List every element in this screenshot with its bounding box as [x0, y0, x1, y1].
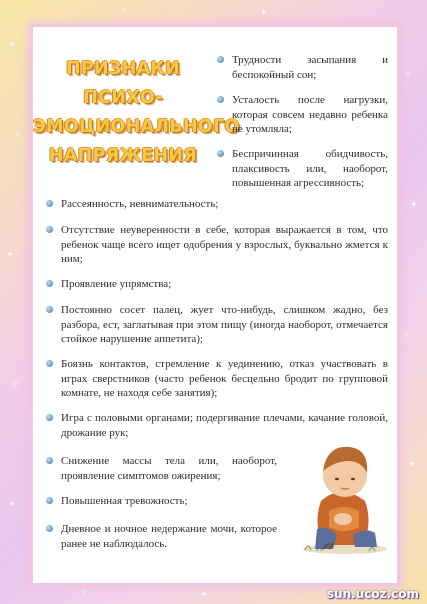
- bullet-dot-icon: [217, 150, 224, 157]
- title-line: ПСИХО-: [83, 88, 163, 108]
- bullet-dot-icon: [46, 414, 53, 421]
- list-item: Постоянно сосет палец, жует что-нибудь, слишком жадно, без разбора, ест, заглатывая при этом пищу (иногда наоборот, отмечается стойкое нарушение аппетита);: [61, 303, 388, 347]
- bullet-dot-icon: [217, 56, 224, 63]
- list-item: Дневное и ночное недержание мочи, которое ранее не наблюдалось.: [61, 522, 277, 551]
- watermark: sun.ucoz.com: [326, 587, 419, 601]
- bullet-dot-icon: [46, 306, 53, 313]
- list-item: Трудности засыпания и беспокойный сон;: [232, 53, 388, 82]
- bullet-dot-icon: [46, 497, 53, 504]
- bullet-dot-icon: [46, 200, 53, 207]
- list-item: Отсутствие неуверенности в себе, которая выражается в том, что ребенок чаще всего ищет одобрения у взрослых, буквально жмется к ним;: [61, 223, 388, 267]
- sitting-boy-illustration: [299, 431, 391, 556]
- page-title: [33, 55, 240, 171]
- content-panel: [30, 24, 400, 586]
- list-item: Усталость после нагрузки, которая совсем недавно ребенка не утомляла;: [232, 93, 388, 137]
- title-line: НАПРЯЖЕНИЯ: [48, 146, 198, 166]
- list-item: Проявление упрямства;: [61, 277, 388, 292]
- list-item: Беспричинная обидчивость, плаксивость или, наоборот, повышенная агрессивность;: [232, 147, 388, 191]
- list-item: Снижение массы тела или, наоборот, проявление симптомов ожирения;: [61, 454, 277, 483]
- list-item: Игра с половыми органами; подергивание плечами, качание головой, дрожание рук;: [61, 411, 388, 440]
- list-item: Повышенная тревожность;: [61, 494, 277, 509]
- title-line: ЭМОЦИОНАЛЬНОГО: [33, 117, 240, 137]
- bullet-dot-icon: [46, 457, 53, 464]
- title-line: ПРИЗНАКИ: [65, 59, 181, 79]
- bullet-dot-icon: [46, 360, 53, 367]
- bullet-dot-icon: [46, 525, 53, 532]
- bullet-dot-icon: [46, 226, 53, 233]
- bullet-dot-icon: [46, 280, 53, 287]
- bullet-dot-icon: [217, 96, 224, 103]
- list-item: Боязнь контактов, стремление к уединению, отказ участвовать в играх сверстников (часто ребенок бесцельно бродит по групповой комнате, не находя себе занятия);: [61, 357, 388, 401]
- list-item: Рассеянность, невнимательность;: [61, 197, 388, 212]
